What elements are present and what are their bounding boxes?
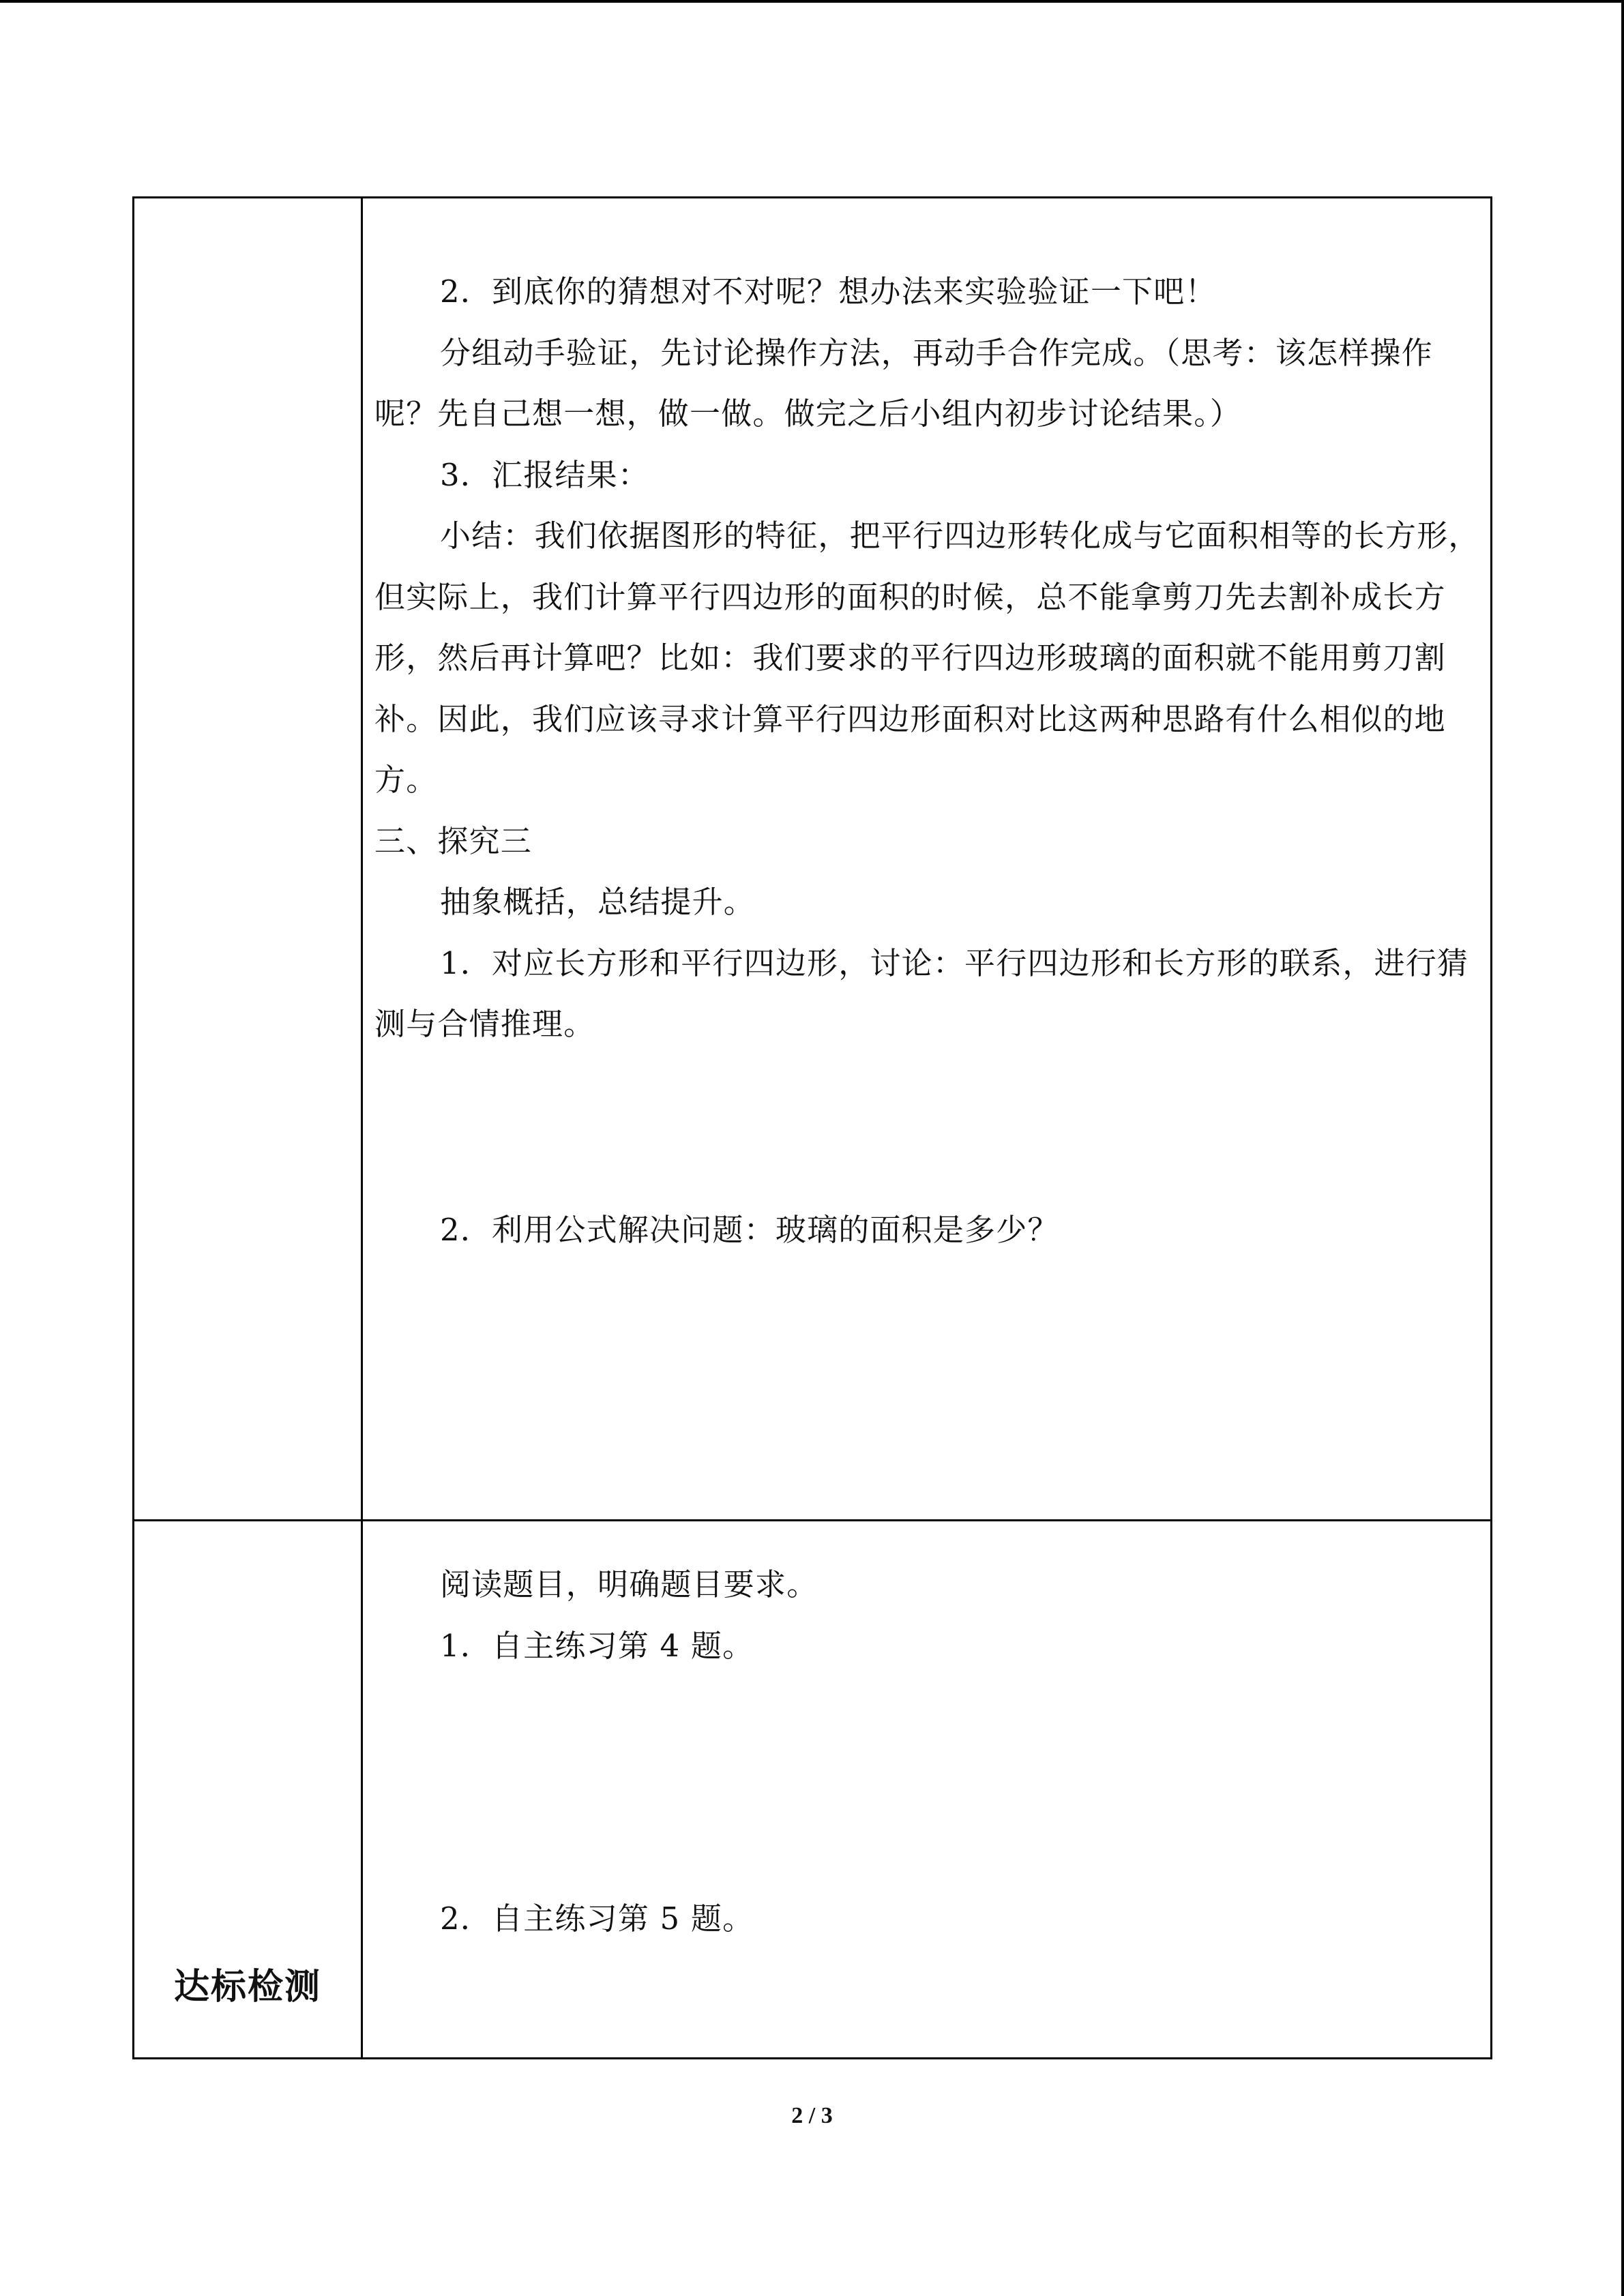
page-number: 2 / 3 — [791, 2103, 833, 2128]
page-border-top — [0, 0, 1624, 3]
lesson-plan-table — [132, 196, 1492, 2059]
paragraph-summary: 小结：我们依据图形的特征，把平行四边形转化成与它面积相等的长方形，但实际上，我们计算平行四边形的面积的时候，总不能拿剪刀先去割补成长方形，然后再计算吧？比如：我们要求的平行四边形玻璃的面积就不能用剪刀割补。因此，我们应该寻求计算平行四边形面积对比这两种思路有什么相似的地方。 — [374, 518, 1480, 798]
paragraph-glass-area: 2．利用公式解决问题：玻璃的面积是多少？ — [440, 1212, 1059, 1248]
heading-explore-three: 三、探究三 — [374, 822, 533, 859]
paragraph-report-results: 3．汇报结果： — [440, 456, 650, 493]
table-column-divider — [361, 198, 363, 2057]
row2-content — [374, 1554, 1483, 1676]
paragraph-group-verify: 分组动手验证，先讨论操作方法，再动手合作完成。（思考：该怎样操作呢？先自己想一想，做一做。做完之后小组内初步讨论结果。） — [374, 334, 1433, 432]
row2-label-assessment: 达标检测 — [173, 1967, 321, 2008]
row1-content-formula — [374, 1199, 1483, 1261]
paragraph-abstract-summary: 抽象概括，总结提升。 — [440, 884, 756, 920]
table-row-divider — [134, 1519, 1490, 1521]
row2-content-exercise5 — [374, 1888, 1483, 1950]
paragraph-exercise-4: 1．自主练习第 4 题。 — [440, 1627, 754, 1664]
paragraph-compare-shapes: 1．对应长方形和平行四边形，讨论：平行四边形和长方形的联系，进行猜测与合情推理。 — [374, 944, 1469, 1042]
row1-content — [374, 261, 1483, 1055]
paragraph-read-question: 阅读题目，明确题目要求。 — [440, 1566, 818, 1602]
paragraph-exercise-5: 2．自主练习第 5 题。 — [440, 1900, 754, 1937]
paragraph-verify-guess: 2．到底你的猜想对不对呢？想办法来实验验证一下吧！ — [440, 273, 1217, 310]
page-border-right — [1621, 0, 1624, 2296]
